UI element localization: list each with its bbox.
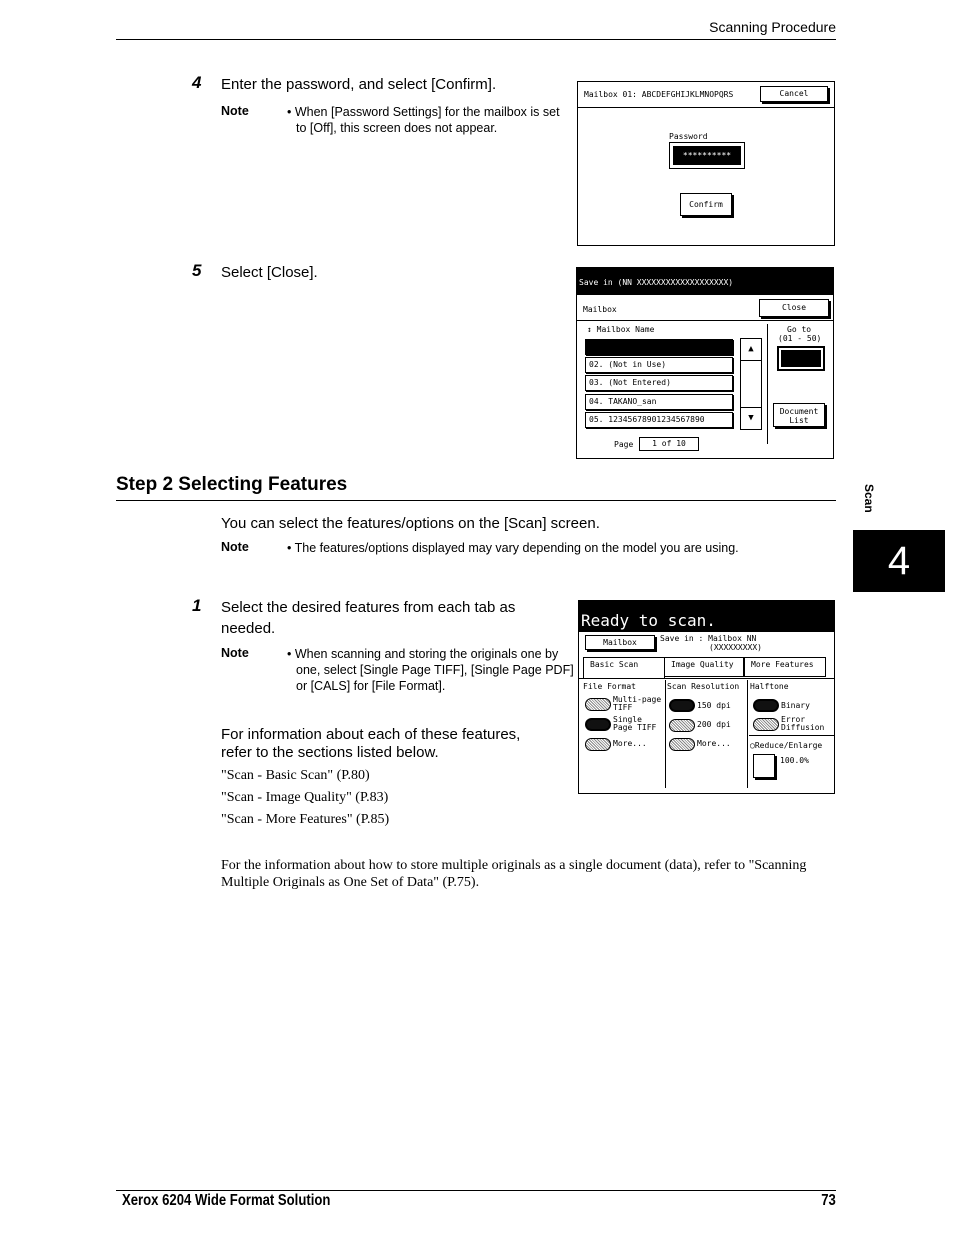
selected-oval-icon[interactable]: [753, 699, 779, 712]
reference-basic-scan[interactable]: "Scan - Basic Scan" (P.80): [221, 768, 370, 783]
page-indicator: 1 of 10: [639, 437, 699, 451]
scroll-up-icon[interactable]: ▲: [741, 339, 761, 361]
file-format-more[interactable]: More...: [613, 739, 647, 748]
step-4-note-label: Note: [221, 104, 249, 118]
option-oval-icon[interactable]: [753, 718, 779, 731]
mailbox-list-screen: [576, 267, 834, 459]
resolution-more[interactable]: More...: [697, 739, 731, 748]
step-4-number: 4: [192, 73, 202, 92]
tab-mailbox[interactable]: Mailbox: [583, 305, 617, 314]
selected-oval-icon[interactable]: [585, 718, 611, 731]
file-format-single-page-tiff[interactable]: Single Page TIFF: [613, 715, 657, 732]
mailbox-name-header: ↕ Mailbox Name: [587, 325, 655, 334]
panel-divider: [767, 324, 768, 444]
reduce-enlarge-value: 100.0%: [780, 756, 809, 765]
resolution-150[interactable]: 150 dpi: [697, 701, 731, 710]
cancel-button[interactable]: Cancel: [760, 86, 828, 102]
reduce-enlarge-label: ◯Reduce/Enlarge: [750, 741, 823, 750]
option-oval-icon[interactable]: [585, 698, 611, 711]
section-note-text: • The features/options displayed may vary depending on the model you are using.: [287, 541, 739, 555]
document-list-button[interactable]: Document List: [773, 403, 825, 427]
password-value: **********: [673, 146, 741, 165]
status-bar: [579, 601, 834, 632]
list-item[interactable]: 04. TAKANO_san: [585, 394, 733, 410]
tab-image-quality[interactable]: Image Quality: [664, 657, 744, 677]
step-1-note-text: • When scanning and storing the originals one by one, select [Single Page TIFF], [Single Page PDF] or [CALS] for [File Format].: [287, 647, 574, 693]
step-4-note-text: • When [Password Settings] for the mailbox is set to [Off], this screen does not appear.: [287, 105, 560, 135]
scrollbar[interactable]: [740, 338, 762, 430]
header-rule: [116, 39, 836, 40]
section-intro: You can select the features/options on the [Scan] screen.: [221, 515, 600, 532]
goto-range: (01 - 50): [778, 334, 822, 343]
step-1-info-line2: refer to the sections listed below.: [221, 744, 439, 761]
option-oval-icon[interactable]: [585, 738, 611, 751]
tab-basic-scan[interactable]: Basic Scan: [583, 657, 665, 679]
tab-underline: [579, 678, 834, 679]
step-1-text-line1: Select the desired features from each tab as: [221, 599, 516, 616]
scan-resolution-label: Scan Resolution: [667, 682, 740, 691]
reference-more-features[interactable]: "Scan - More Features" (P.85): [221, 812, 390, 827]
resolution-200[interactable]: 200 dpi: [697, 720, 731, 729]
list-item[interactable]: 02. (Not in Use): [585, 357, 733, 373]
selected-oval-icon[interactable]: [669, 699, 695, 712]
goto-input[interactable]: [777, 346, 825, 371]
section-divider: [749, 735, 834, 736]
mailbox-title: Mailbox 01: ABCDEFGHIJKLMNOPQRS: [584, 90, 734, 99]
step-5-number: 5: [192, 261, 202, 280]
section-heading: Step 2 Selecting Features: [116, 474, 348, 495]
title-divider: [578, 107, 834, 108]
password-label: Password: [669, 132, 708, 141]
step-1-info-line1: For information about each of these features,: [221, 726, 521, 743]
option-oval-icon[interactable]: [669, 719, 695, 732]
step-1-note-label: Note: [221, 646, 249, 660]
password-field[interactable]: [669, 142, 745, 169]
closing-paragraph: For the information about how to store multiple originals as a single document (data), refer to "Scanning Multiple Originals as One Set of Data" (P.75).: [221, 858, 807, 890]
list-item[interactable]: [585, 339, 733, 355]
ready-to-scan-screen: [578, 600, 835, 794]
chapter-tab: 4: [853, 530, 945, 592]
scroll-down-icon[interactable]: ▼: [741, 407, 761, 429]
halftone-binary[interactable]: Binary: [781, 701, 810, 710]
step-1-number: 1: [192, 596, 202, 615]
halftone-label: Halftone: [750, 682, 789, 691]
step-1-text-line2: needed.: [221, 620, 276, 637]
list-item[interactable]: 03. (Not Entered): [585, 375, 733, 391]
file-format-label: File Format: [583, 682, 636, 691]
step-5-text: Select [Close].: [221, 264, 318, 281]
column-divider: [665, 680, 666, 788]
tab-more-features[interactable]: More Features: [744, 657, 826, 677]
side-chapter-label: Scan: [862, 484, 876, 513]
save-in-line1: Save in : Mailbox NN: [660, 634, 757, 643]
option-oval-icon[interactable]: [669, 738, 695, 751]
column-divider: [747, 680, 748, 788]
password-screen: [577, 81, 835, 246]
footer-rule: [116, 1190, 836, 1191]
halftone-error-diffusion[interactable]: Error Diffusion: [781, 715, 825, 732]
confirm-button[interactable]: Confirm: [680, 193, 732, 216]
section-note-label: Note: [221, 540, 249, 554]
tab-divider: [577, 320, 833, 321]
heading-rule: [116, 500, 836, 501]
title-bar: [577, 268, 833, 295]
list-item[interactable]: 05. 12345678901234567890: [585, 412, 733, 428]
page-label: Page: [614, 440, 634, 449]
close-button[interactable]: Close: [759, 299, 829, 317]
reduce-enlarge-button[interactable]: [753, 754, 775, 778]
save-in-line2: (XXXXXXXXX): [709, 643, 762, 652]
status-text: Ready to scan.: [581, 611, 716, 630]
page-number: 73: [821, 1192, 836, 1209]
reference-image-quality[interactable]: "Scan - Image Quality" (P.83): [221, 790, 389, 805]
step-4-text: Enter the password, and select [Confirm].: [221, 76, 497, 93]
goto-label: Go to: [787, 325, 812, 334]
file-format-multipage[interactable]: Multi-page TIFF: [613, 695, 662, 712]
running-header: Scanning Procedure: [709, 19, 836, 35]
footer-product: Xerox 6204 Wide Format Solution: [122, 1192, 331, 1209]
mailbox-button[interactable]: Mailbox: [585, 635, 655, 650]
save-in-title: Save in (NN XXXXXXXXXXXXXXXXXXX): [579, 278, 734, 287]
